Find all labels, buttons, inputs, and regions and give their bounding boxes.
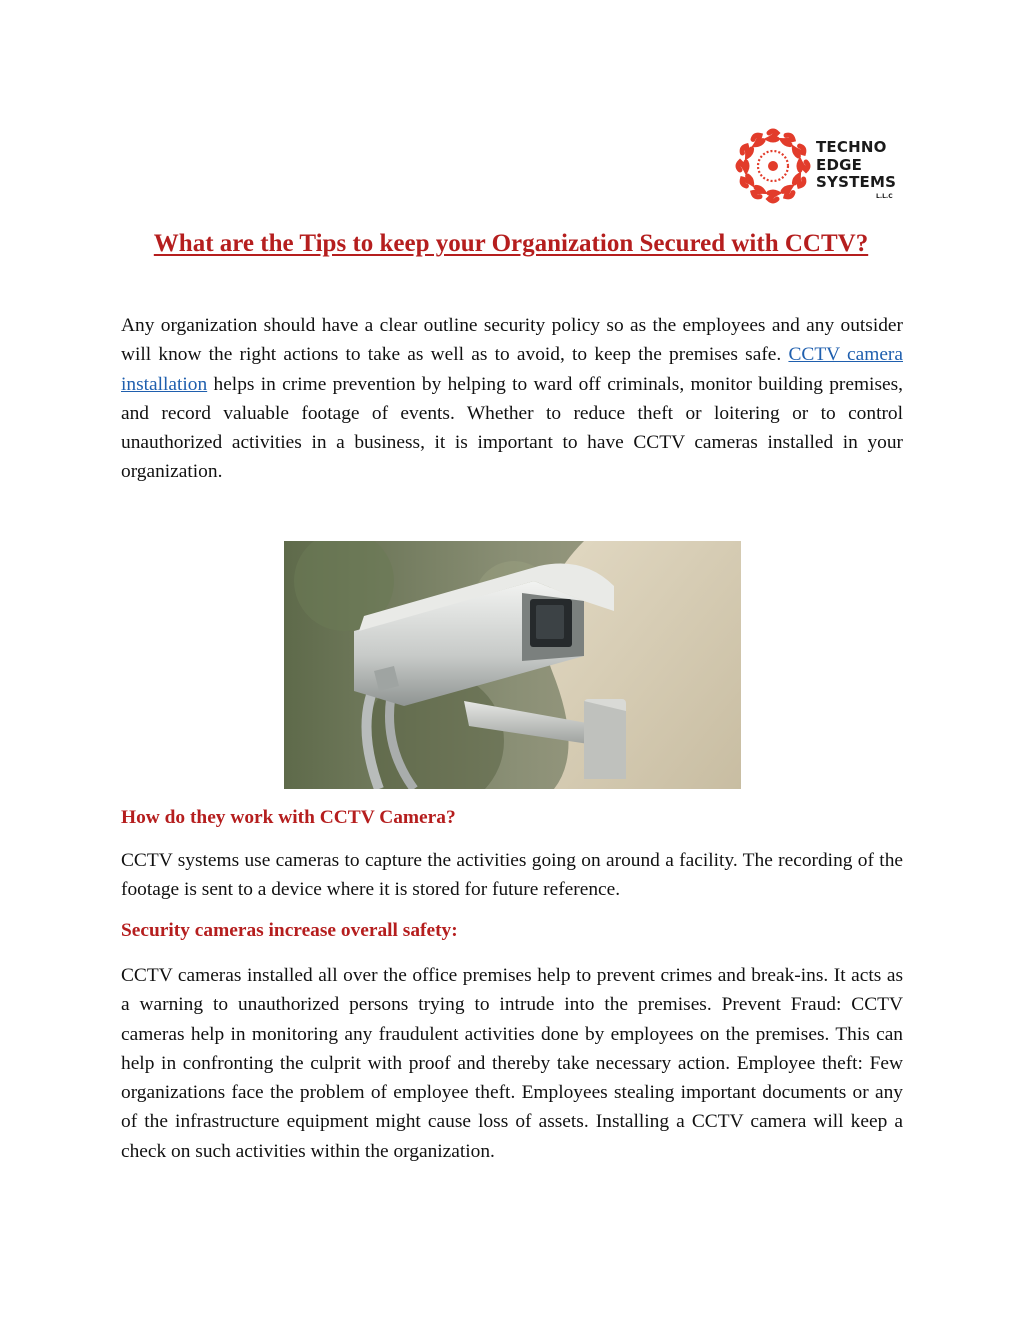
company-logo [734, 126, 904, 204]
sunburst-logo-icon [734, 126, 812, 204]
logo-line-systems: SYSTEMS [816, 173, 897, 191]
intro-text-end: helps in crime prevention by helping to ward off criminals, monitor building premises, and record valuable footage of events. Whether to reduce theft or loitering or to control unauthorized activities in a business, it is important to have CCTV cameras installed in your organization. [121, 373, 903, 483]
cctv-camera-photo [284, 541, 741, 789]
logo-wordmark [816, 139, 896, 192]
intro-paragraph [121, 311, 903, 487]
section-heading-safety: Security cameras increase overall safety: [121, 920, 458, 941]
page-title: What are the Tips to keep your Organization Secured with CCTV? [153, 230, 869, 257]
logo-llc: L.L.C [876, 193, 893, 200]
logo-line-techno: TECHNO [816, 138, 887, 156]
intro-text-start: Any organization should have a clear outline security policy so as the employees and any outsider will know the right actions to take as well as to avoid, to keep the premises safe. [121, 315, 903, 366]
section-body-how-it-works: CCTV systems use cameras to capture the activities going on around a facility. The recording of the footage is sent to a device where it is stored for future reference. [121, 850, 903, 901]
cctv-installation-link[interactable]: CCTV camera installation [121, 344, 903, 395]
logo-line-edge: EDGE [816, 155, 863, 174]
section-heading-how-it-works: How do they work with CCTV Camera? [121, 807, 456, 828]
section-body-safety: CCTV cameras installed all over the office premises help to prevent crimes and break-ins. It acts as a warning to unauthorized persons trying to intrude into the premises. Prevent Fraud: CCTV cameras help in monitoring any fraudulent activities done by employees on the premises. This can help in confronting the culprit with proof and thereby take necessary action. Employee theft: Few organizations face the problem of employee theft. Employees stealing important documents or any of the infrastructure equipment might cause loss of assets. Installing a CCTV camera will keep a check on such activities within the organization. [121, 965, 903, 1162]
